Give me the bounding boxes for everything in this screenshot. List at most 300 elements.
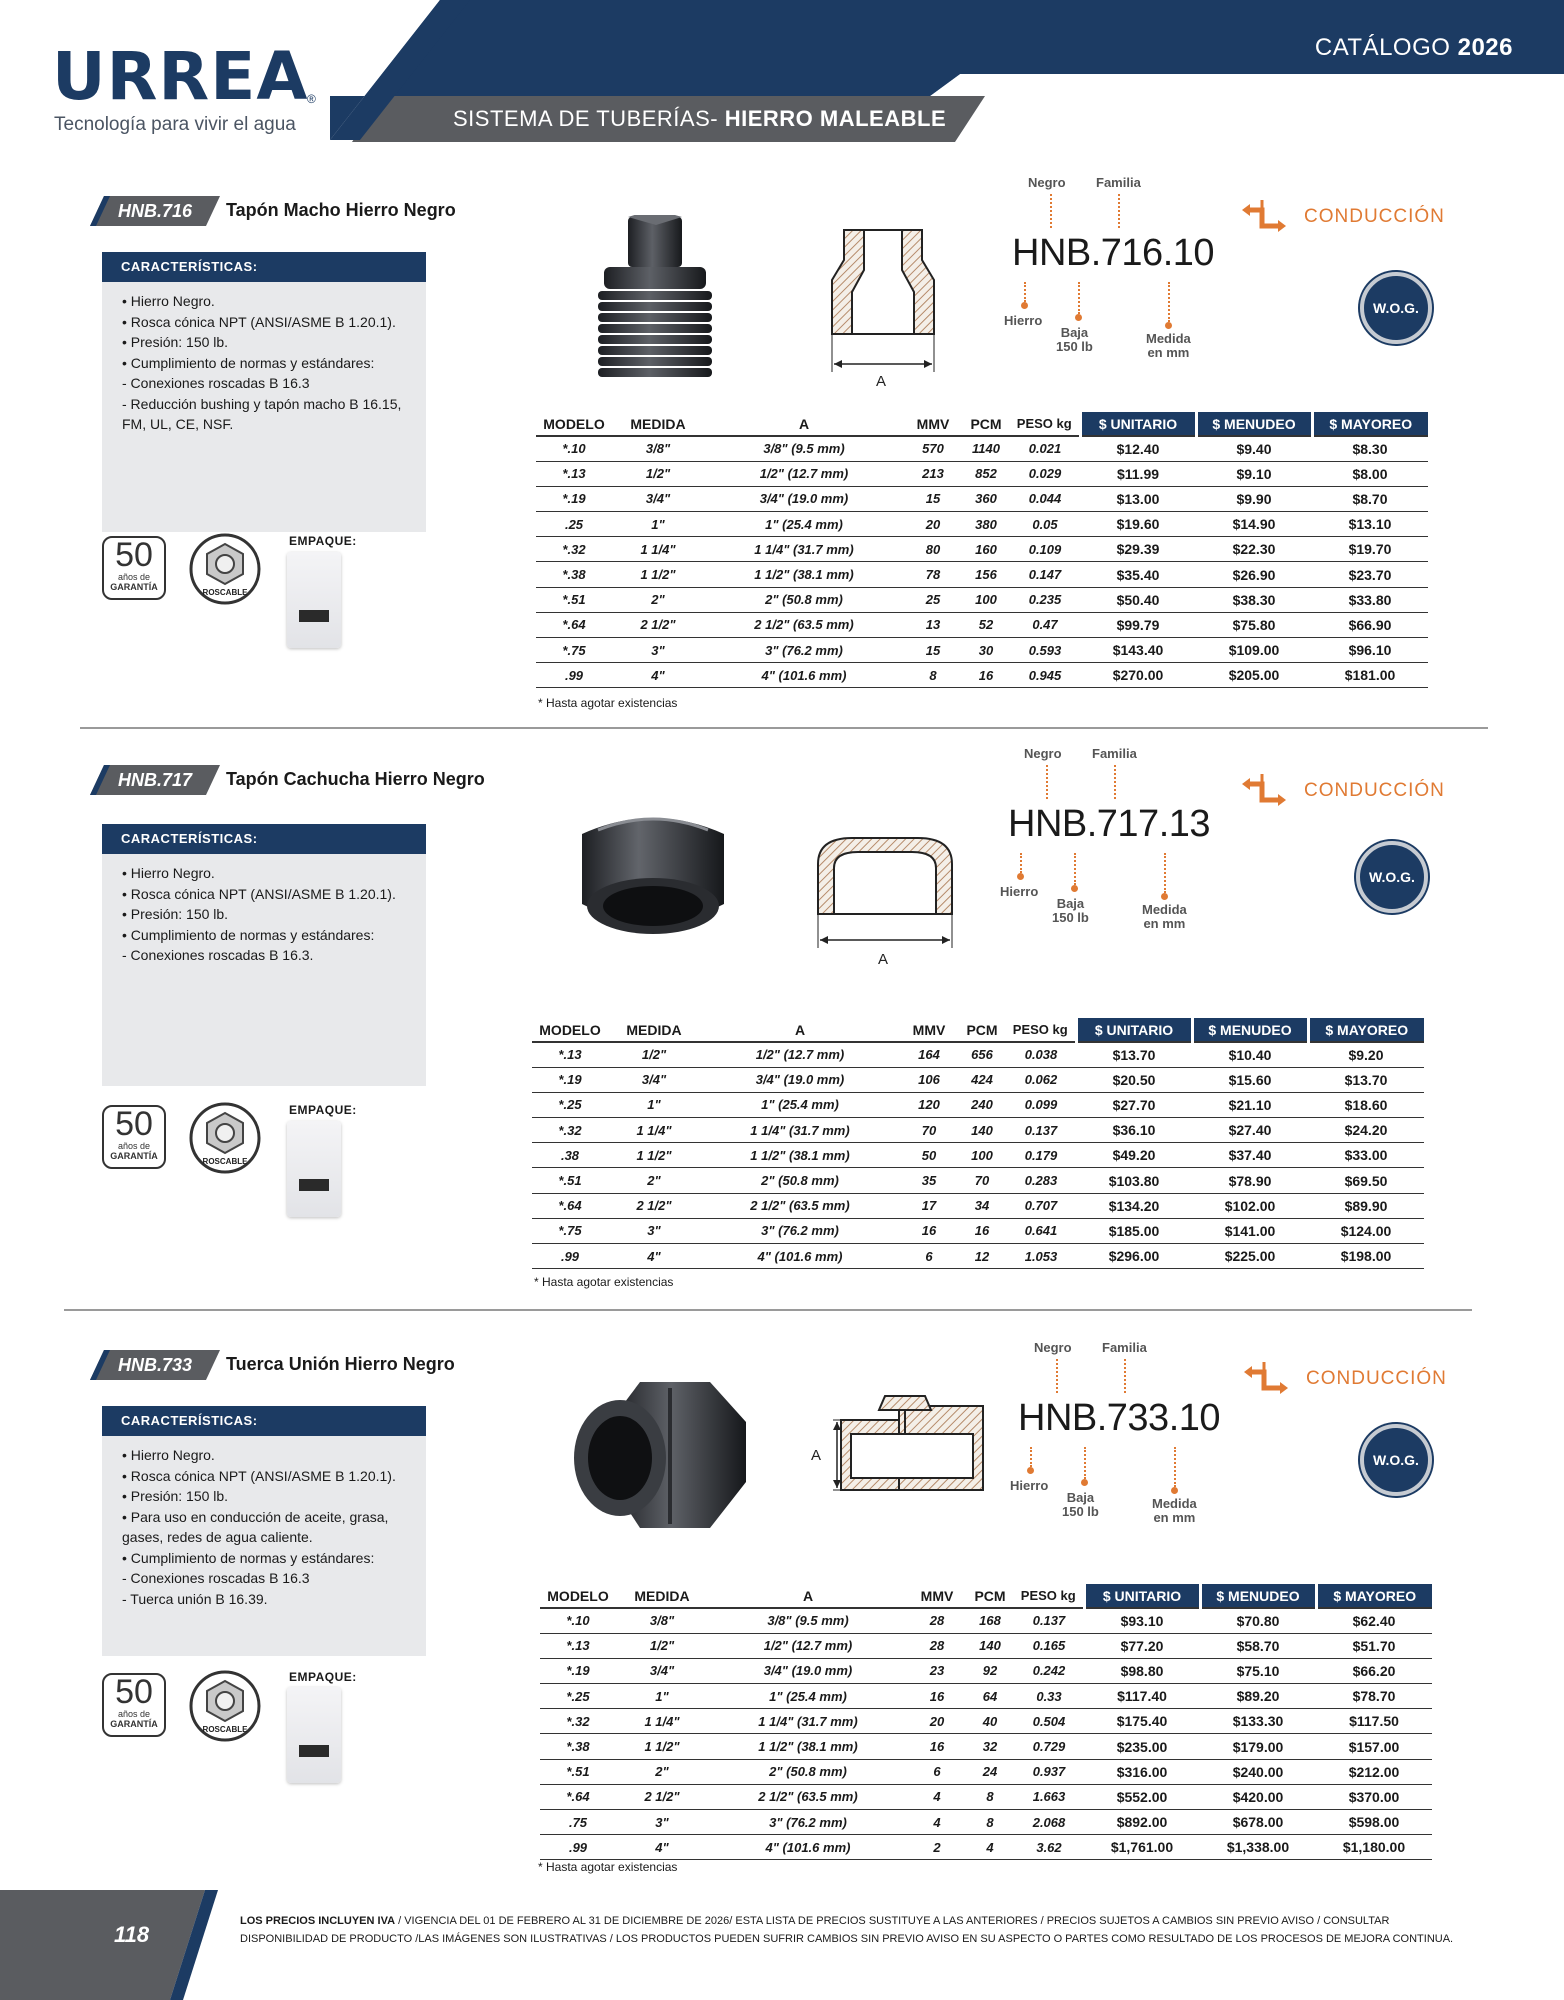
table-cell: $13.10 — [1312, 512, 1428, 537]
table-cell: 0.029 — [1010, 461, 1080, 486]
table-cell: 4" — [612, 663, 704, 688]
table-cell: $143.40 — [1080, 638, 1196, 663]
table-cell: 12 — [958, 1244, 1006, 1269]
table-cell: 70 — [900, 1118, 958, 1143]
table-header-row — [540, 1584, 1432, 1608]
table-cell: $27.70 — [1076, 1092, 1192, 1117]
conduccion-badge — [1242, 1358, 1447, 1402]
table-cell: $93.10 — [1084, 1608, 1200, 1633]
label-medida — [1142, 903, 1187, 931]
code-diagram — [1000, 747, 1210, 947]
table-cell: $58.70 — [1200, 1633, 1316, 1658]
product-section — [0, 746, 1564, 1325]
dimension-a: A — [876, 373, 887, 390]
table-cell: 1/2" — [616, 1633, 708, 1658]
table-cell: $77.20 — [1084, 1633, 1200, 1658]
table-cell: $20.50 — [1076, 1067, 1192, 1092]
table-cell: *.19 — [536, 486, 612, 511]
table-cell: $117.40 — [1084, 1684, 1200, 1709]
warranty-years: 50 — [115, 1673, 153, 1711]
table-cell: $240.00 — [1200, 1759, 1316, 1784]
table-cell: 0.945 — [1010, 663, 1080, 688]
section-name: HIERRO MALEABLE — [724, 106, 947, 131]
feature-item: • Cumplimiento de normas y estándares: — [122, 926, 375, 943]
feature-item: gases, redes de agua caliente. — [122, 1529, 313, 1545]
table-cell: 0.504 — [1014, 1709, 1084, 1734]
technical-drawing-plug — [818, 222, 948, 392]
table-cell: $185.00 — [1076, 1218, 1192, 1243]
table-cell: $50.40 — [1080, 587, 1196, 612]
table-cell: *.38 — [540, 1734, 616, 1759]
table-cell: .99 — [536, 663, 612, 688]
table-cell: 64 — [966, 1684, 1014, 1709]
table-cell: $296.00 — [1076, 1244, 1192, 1269]
table-cell: $134.20 — [1076, 1193, 1192, 1218]
table-cell: $10.40 — [1192, 1042, 1308, 1067]
feature-item: - Conexiones roscadas B 16.3 — [122, 375, 310, 391]
table-cell: *.64 — [532, 1193, 608, 1218]
table-cell: 25 — [904, 587, 962, 612]
product-code: HNB.717 — [117, 770, 193, 790]
table-row — [540, 1709, 1432, 1734]
table-cell: 2 1/2" (63.5 mm) — [704, 612, 904, 637]
table-cell: 2" — [608, 1168, 700, 1193]
table-cell: 78 — [904, 562, 962, 587]
table-row — [536, 663, 1428, 688]
table-cell: 168 — [966, 1608, 1014, 1633]
product-code-badge — [90, 765, 220, 795]
label-baja-line2: 150 lb — [1052, 910, 1089, 925]
table-cell: 140 — [966, 1633, 1014, 1658]
table-cell: $33.80 — [1312, 587, 1428, 612]
table-cell: $99.79 — [1080, 612, 1196, 637]
conduccion-badge — [1240, 770, 1445, 814]
table-cell: 106 — [900, 1067, 958, 1092]
table-row — [536, 612, 1428, 637]
table-cell: 1 1/2" — [616, 1734, 708, 1759]
roscable-icon — [188, 1669, 262, 1743]
brand-registered-mark: ® — [307, 92, 316, 106]
table-row — [532, 1218, 1424, 1243]
conduccion-label: CONDUCCIÓN — [1304, 780, 1445, 801]
feature-item: • Presión: 150 lb. — [122, 906, 229, 922]
product-section — [0, 1340, 1564, 1910]
label-hierro: Hierro — [1004, 313, 1043, 328]
empaque-label: EMPAQUE: — [289, 534, 357, 548]
table-cell: 0.038 — [1006, 1042, 1076, 1067]
table-cell: 24 — [966, 1759, 1014, 1784]
table-row — [532, 1244, 1424, 1269]
label-negro: Negro — [1034, 1340, 1072, 1355]
table-cell: 1 1/4" (31.7 mm) — [700, 1118, 900, 1143]
table-cell: 3/4" — [616, 1658, 708, 1683]
table-cell: .99 — [532, 1244, 608, 1269]
table-cell: 92 — [966, 1658, 1014, 1683]
table-cell: $18.60 — [1308, 1092, 1424, 1117]
warranty-line2: GARANTÍA — [110, 1719, 158, 1729]
table-cell: 17 — [900, 1193, 958, 1218]
table-cell: 0.235 — [1010, 587, 1080, 612]
table-cell: $89.20 — [1200, 1684, 1316, 1709]
stock-note: * Hasta agotar existencias — [538, 1860, 678, 1874]
warranty-line1: años de — [117, 572, 151, 582]
table-cell: $157.00 — [1316, 1734, 1432, 1759]
table-cell: 360 — [962, 486, 1010, 511]
table-cell: 1 1/4" — [616, 1709, 708, 1734]
column-header: $ MAYOREO — [1312, 412, 1428, 436]
table-cell: $198.00 — [1308, 1244, 1424, 1269]
label-hierro: Hierro — [1010, 1478, 1049, 1493]
column-header: PESO kg — [1012, 1022, 1068, 1037]
table-cell: 16 — [900, 1218, 958, 1243]
table-cell: 80 — [904, 537, 962, 562]
table-cell: 3/8" (9.5 mm) — [708, 1608, 908, 1633]
legal-text: / VIGENCIA DEL 01 DE FEBRERO AL 31 DE DICIEMBRE DE 2026/ ESTA LISTA DE PRECIOS SUSTITUYE A LAS ANTERIORES / PRECIOS SUJETOS A CAMBIOS SIN PREVIO AVISO / CONSULTAR DISPONIBILIDAD DE PRODUCTO /LAS IMÁGENES SON ILUSTRATIVAS / LOS PRODUCTOS PUEDEN SUFRIR CAMBIOS SIN PREVIO AVISO EN SU ASPECTO O PARTES COMO RESULTADO DE LOS PROCESOS DE MEJORA CONTINUA. — [240, 1915, 1454, 1945]
table-cell: 240 — [958, 1092, 1006, 1117]
table-cell: *.75 — [532, 1218, 608, 1243]
warranty-line2: GARANTÍA — [110, 582, 158, 592]
stock-note: * Hasta agotar existencias — [538, 696, 678, 710]
label-baja — [1056, 326, 1093, 354]
table-cell: 40 — [966, 1709, 1014, 1734]
warranty-line1: años de — [117, 1709, 151, 1719]
conduccion-icon — [1240, 770, 1300, 814]
table-cell: $225.00 — [1192, 1244, 1308, 1269]
table-row — [532, 1143, 1424, 1168]
table-cell: 1140 — [962, 436, 1010, 461]
warranty-badge — [102, 536, 166, 600]
table-cell: $370.00 — [1316, 1784, 1432, 1809]
wog-badge: W.O.G. — [1360, 1424, 1432, 1496]
table-cell: 52 — [962, 612, 1010, 637]
wog-badge: W.O.G. — [1360, 272, 1432, 344]
empaque-label: EMPAQUE: — [289, 1103, 357, 1117]
table-cell: *.32 — [536, 537, 612, 562]
label-familia: Familia — [1102, 1340, 1147, 1355]
feature-item: • Hierro Negro. — [122, 293, 215, 309]
table-cell: $19.60 — [1080, 512, 1196, 537]
brand-tagline: Tecnología para vivir el agua — [54, 114, 296, 135]
conduccion-label: CONDUCCIÓN — [1304, 206, 1445, 227]
table-cell: $8.00 — [1312, 461, 1428, 486]
table-cell: $270.00 — [1080, 663, 1196, 688]
table-cell: 23 — [908, 1658, 966, 1683]
column-header: MEDIDA — [634, 1587, 690, 1604]
table-cell: .75 — [540, 1810, 616, 1835]
warranty-line2: GARANTÍA — [110, 1151, 158, 1161]
table-cell: $66.20 — [1316, 1658, 1432, 1683]
feature-item: FM, UL, CE, NSF. — [122, 416, 234, 432]
table-cell: $33.00 — [1308, 1143, 1424, 1168]
features-box — [102, 824, 426, 1086]
label-medida-line2: en mm — [1153, 1510, 1196, 1525]
table-cell: $89.90 — [1308, 1193, 1424, 1218]
sample-code: HNB.733.10 — [1018, 1397, 1221, 1439]
table-cell: .25 — [536, 512, 612, 537]
product-code: HNB.733 — [117, 1355, 193, 1375]
table-cell: 1/2" — [612, 461, 704, 486]
table-cell: 1.053 — [1006, 1244, 1076, 1269]
table-cell: 3" (76.2 mm) — [708, 1810, 908, 1835]
table-row — [536, 562, 1428, 587]
table-cell: 6 — [908, 1759, 966, 1784]
table-cell: 2 1/2" — [608, 1193, 700, 1218]
table-cell: *.51 — [532, 1168, 608, 1193]
table-cell: 0.707 — [1006, 1193, 1076, 1218]
label-familia: Familia — [1092, 746, 1137, 761]
table-cell: 3/4" (19.0 mm) — [704, 486, 904, 511]
table-cell: 4" — [616, 1835, 708, 1860]
warranty-line1: años de — [117, 1141, 151, 1151]
table-header-row — [532, 1018, 1424, 1042]
product-photo-plug — [590, 215, 720, 390]
table-cell: 1 1/4" (31.7 mm) — [704, 537, 904, 562]
feature-item: • Cumplimiento de normas y estándares: — [122, 1549, 375, 1566]
table-row — [540, 1633, 1432, 1658]
table-cell: 0.179 — [1006, 1143, 1076, 1168]
table-cell: 852 — [962, 461, 1010, 486]
column-header: $ MENUDEO — [1200, 1584, 1316, 1608]
catalog-year: 2026 — [1457, 34, 1513, 61]
column-header: $ MENUDEO — [1192, 1018, 1308, 1042]
label-baja-line2: 150 lb — [1062, 1504, 1099, 1519]
table-cell: $678.00 — [1200, 1810, 1316, 1835]
table-cell: 2" (50.8 mm) — [704, 587, 904, 612]
code-diagram — [1010, 1341, 1220, 1541]
table-cell: 4 — [908, 1784, 966, 1809]
table-cell: 3" — [612, 638, 704, 663]
table-cell: 1" — [616, 1684, 708, 1709]
table-cell: *.13 — [532, 1042, 608, 1067]
table-row — [540, 1759, 1432, 1784]
table-row — [532, 1193, 1424, 1218]
table-cell: *.10 — [536, 436, 612, 461]
column-header: MODELO — [539, 1021, 601, 1038]
product-code: HNB.716 — [117, 201, 193, 221]
table-cell: 1 1/4" — [612, 537, 704, 562]
table-cell: $8.30 — [1312, 436, 1428, 461]
label-medida-line1: Medida — [1142, 902, 1187, 917]
price-table — [532, 1018, 1424, 1269]
legal-notice — [240, 1912, 1470, 1948]
column-header: $ UNITARIO — [1084, 1584, 1200, 1608]
table-cell: $13.70 — [1308, 1067, 1424, 1092]
empaque-bag-image — [287, 1121, 341, 1217]
feature-item: • Hierro Negro. — [122, 1447, 215, 1463]
table-cell: $78.70 — [1316, 1684, 1432, 1709]
column-header: MMV — [912, 1021, 946, 1038]
features-list — [102, 854, 426, 966]
table-cell: 3/4" — [608, 1067, 700, 1092]
table-header-row — [536, 412, 1428, 436]
table-row — [540, 1810, 1432, 1835]
table-row — [540, 1608, 1432, 1633]
table-row — [536, 512, 1428, 537]
features-title: CARACTERÍSTICAS: — [102, 824, 426, 854]
roscable-label: ROSCABLE — [202, 1157, 248, 1166]
roscable-label: ROSCABLE — [202, 1725, 248, 1734]
table-cell: $109.00 — [1196, 638, 1312, 663]
table-cell: 3" — [616, 1810, 708, 1835]
label-hierro: Hierro — [1000, 884, 1039, 899]
table-cell: 3.62 — [1014, 1835, 1084, 1860]
table-cell: $98.80 — [1084, 1658, 1200, 1683]
table-row — [540, 1734, 1432, 1759]
table-cell: $9.20 — [1308, 1042, 1424, 1067]
column-header: $ MAYOREO — [1308, 1018, 1424, 1042]
label-medida-line2: en mm — [1147, 345, 1190, 360]
table-cell: 2 — [908, 1835, 966, 1860]
table-row — [536, 537, 1428, 562]
table-cell: 570 — [904, 436, 962, 461]
table-cell: 2" — [612, 587, 704, 612]
table-cell: 15 — [904, 638, 962, 663]
table-cell: 0.47 — [1010, 612, 1080, 637]
feature-item: • Rosca cónica NPT (ANSI/ASME B 1.20.1). — [122, 313, 396, 330]
table-cell: 3" (76.2 mm) — [704, 638, 904, 663]
table-cell: 8 — [966, 1810, 1014, 1835]
table-cell: $205.00 — [1196, 663, 1312, 688]
table-cell: .38 — [532, 1143, 608, 1168]
table-cell: $181.00 — [1312, 663, 1428, 688]
feature-item: • Hierro Negro. — [122, 865, 215, 881]
table-cell: $8.70 — [1312, 486, 1428, 511]
table-cell: $133.30 — [1200, 1709, 1316, 1734]
table-cell: $13.70 — [1076, 1042, 1192, 1067]
table-cell: *.13 — [536, 461, 612, 486]
sample-code: HNB.717.13 — [1008, 803, 1211, 845]
column-header: PCM — [974, 1587, 1006, 1604]
section-banner — [453, 106, 946, 132]
label-medida-line1: Medida — [1146, 331, 1191, 346]
table-cell: 2" — [616, 1759, 708, 1784]
stock-note: * Hasta agotar existencias — [534, 1275, 674, 1289]
table-cell: 3/8" — [616, 1608, 708, 1633]
table-cell: 380 — [962, 512, 1010, 537]
table-cell: 0.099 — [1006, 1092, 1076, 1117]
table-row — [540, 1835, 1432, 1860]
table-cell: *.19 — [540, 1658, 616, 1683]
column-header: $ MAYOREO — [1316, 1584, 1432, 1608]
table-cell: 28 — [908, 1608, 966, 1633]
table-cell: $23.70 — [1312, 562, 1428, 587]
label-baja-line1: Baja — [1066, 1490, 1095, 1505]
table-cell: 1 1/2" — [612, 562, 704, 587]
product-title: Tapón Macho Hierro Negro — [226, 200, 456, 220]
table-cell: 1 1/2" — [608, 1143, 700, 1168]
table-cell: 0.044 — [1010, 486, 1080, 511]
conduccion-icon — [1240, 196, 1300, 240]
table-row — [532, 1118, 1424, 1143]
table-cell: $420.00 — [1200, 1784, 1316, 1809]
table-cell: 4" (101.6 mm) — [708, 1835, 908, 1860]
table-cell: 1 1/2" (38.1 mm) — [704, 562, 904, 587]
feature-item: • Presión: 150 lb. — [122, 334, 229, 350]
table-cell: 2 1/2" — [612, 612, 704, 637]
table-cell: 140 — [958, 1118, 1006, 1143]
technical-drawing-union — [805, 1392, 995, 1512]
table-cell: $124.00 — [1308, 1218, 1424, 1243]
features-list — [102, 1436, 426, 1609]
table-cell: $62.40 — [1316, 1608, 1432, 1633]
feature-item: • Rosca cónica NPT (ANSI/ASME B 1.20.1). — [122, 1467, 396, 1484]
feature-item: - Reducción bushing y tapón macho B 16.15, — [122, 395, 402, 412]
table-cell: $598.00 — [1316, 1810, 1432, 1835]
empaque-label: EMPAQUE: — [289, 1670, 357, 1684]
product-code-badge — [90, 196, 220, 226]
table-cell: 3/8" — [612, 436, 704, 461]
table-cell: 20 — [904, 512, 962, 537]
table-cell: $13.00 — [1080, 486, 1196, 511]
table-cell: 0.33 — [1014, 1684, 1084, 1709]
column-header: $ UNITARIO — [1080, 412, 1196, 436]
table-row — [540, 1684, 1432, 1709]
table-cell: $78.90 — [1192, 1168, 1308, 1193]
table-cell: 0.165 — [1014, 1633, 1084, 1658]
table-cell: *.32 — [540, 1709, 616, 1734]
table-cell: 35 — [900, 1168, 958, 1193]
table-cell: 6 — [900, 1244, 958, 1269]
table-cell: 32 — [966, 1734, 1014, 1759]
table-cell: 1" (25.4 mm) — [704, 512, 904, 537]
table-cell: 0.593 — [1010, 638, 1080, 663]
conduccion-badge — [1240, 196, 1445, 240]
table-cell: *.32 — [532, 1118, 608, 1143]
label-medida-line2: en mm — [1143, 916, 1186, 931]
section-prefix: SISTEMA DE TUBERÍAS- — [453, 106, 719, 131]
table-cell: 160 — [962, 537, 1010, 562]
table-cell: 2 1/2" (63.5 mm) — [708, 1784, 908, 1809]
table-cell: 4" (101.6 mm) — [700, 1244, 900, 1269]
table-cell: 1/2" — [608, 1042, 700, 1067]
table-cell: $96.10 — [1312, 638, 1428, 663]
feature-item: • Para uso en conducción de aceite, grasa, — [122, 1508, 389, 1525]
table-cell: 8 — [904, 663, 962, 688]
table-cell: $179.00 — [1200, 1734, 1316, 1759]
features-title: CARACTERÍSTICAS: — [102, 1406, 426, 1436]
table-cell: $26.90 — [1196, 562, 1312, 587]
table-cell: 0.147 — [1010, 562, 1080, 587]
table-row — [536, 436, 1428, 461]
conduccion-icon — [1242, 1358, 1302, 1402]
product-title: Tuerca Unión Hierro Negro — [226, 1354, 455, 1374]
table-cell: 0.729 — [1014, 1734, 1084, 1759]
table-cell: 2 1/2" (63.5 mm) — [700, 1193, 900, 1218]
table-cell: 0.137 — [1006, 1118, 1076, 1143]
table-cell: *.51 — [540, 1759, 616, 1784]
table-cell: 3/4" (19.0 mm) — [708, 1658, 908, 1683]
column-header: PCM — [966, 1021, 998, 1038]
label-negro: Negro — [1028, 175, 1066, 190]
table-cell: 20 — [908, 1709, 966, 1734]
table-cell: 100 — [958, 1143, 1006, 1168]
table-cell: $14.90 — [1196, 512, 1312, 537]
table-cell: $35.40 — [1080, 562, 1196, 587]
table-cell: $49.20 — [1076, 1143, 1192, 1168]
table-cell: $175.40 — [1084, 1709, 1200, 1734]
table-cell: $15.60 — [1192, 1067, 1308, 1092]
table-cell: *.75 — [536, 638, 612, 663]
table-cell: $38.30 — [1196, 587, 1312, 612]
table-cell: 0.242 — [1014, 1658, 1084, 1683]
table-cell: $37.40 — [1192, 1143, 1308, 1168]
table-row — [536, 638, 1428, 663]
product-photo-union — [570, 1378, 750, 1538]
page-number: 118 — [114, 1922, 150, 1947]
label-baja-line1: Baja — [1056, 896, 1085, 911]
table-row — [532, 1067, 1424, 1092]
product-title: Tapón Cachucha Hierro Negro — [226, 769, 485, 789]
